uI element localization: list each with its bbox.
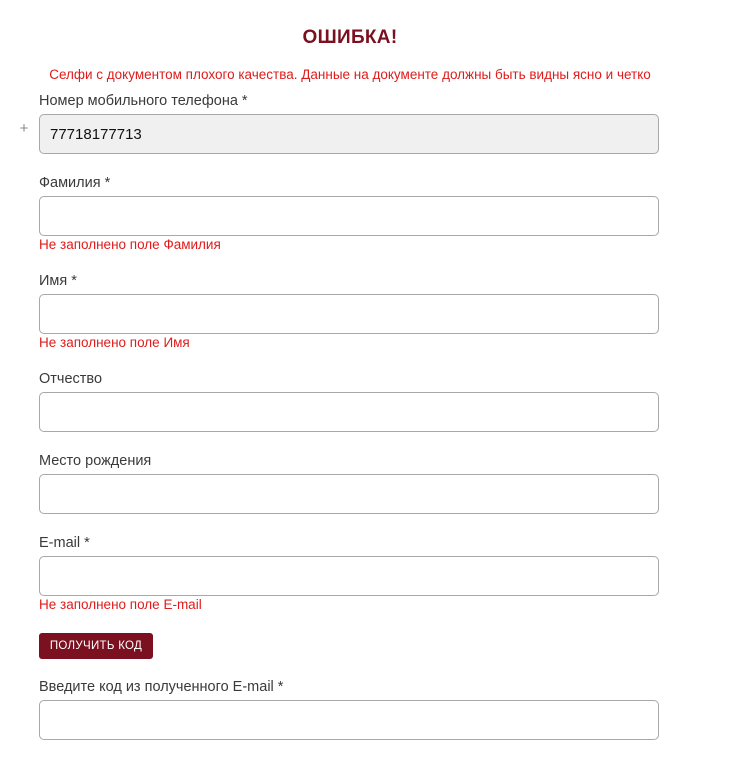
- surname-error: Не заполнено поле Фамилия: [39, 237, 221, 252]
- birthplace-input[interactable]: [39, 474, 659, 514]
- name-label: Имя *: [39, 273, 77, 289]
- patronymic-label: Отчество: [39, 371, 103, 387]
- surname-label: Фамилия *: [39, 175, 111, 191]
- plus-icon: +: [19, 120, 29, 137]
- birthplace-label: Место рождения: [39, 453, 152, 469]
- error-title: ОШИБКА!: [302, 27, 398, 48]
- phone-input[interactable]: [39, 114, 659, 154]
- email-label: E-mail *: [39, 535, 90, 551]
- name-input[interactable]: [39, 294, 659, 334]
- email-error: Не заполнено поле E-mail: [39, 597, 202, 612]
- email-input[interactable]: [39, 556, 659, 596]
- surname-input[interactable]: [39, 196, 659, 236]
- email-code-label: Введите код из полученного E-mail *: [39, 679, 284, 695]
- name-error: Не заполнено поле Имя: [39, 335, 190, 350]
- patronymic-input[interactable]: [39, 392, 659, 432]
- get-code-button[interactable]: ПОЛУЧИТЬ КОД: [39, 633, 153, 659]
- phone-label: Номер мобильного телефона *: [39, 93, 248, 109]
- error-message: Селфи с документом плохого качества. Данные на документе должны быть видны ясно и четко: [49, 67, 651, 82]
- email-code-input[interactable]: [39, 700, 659, 740]
